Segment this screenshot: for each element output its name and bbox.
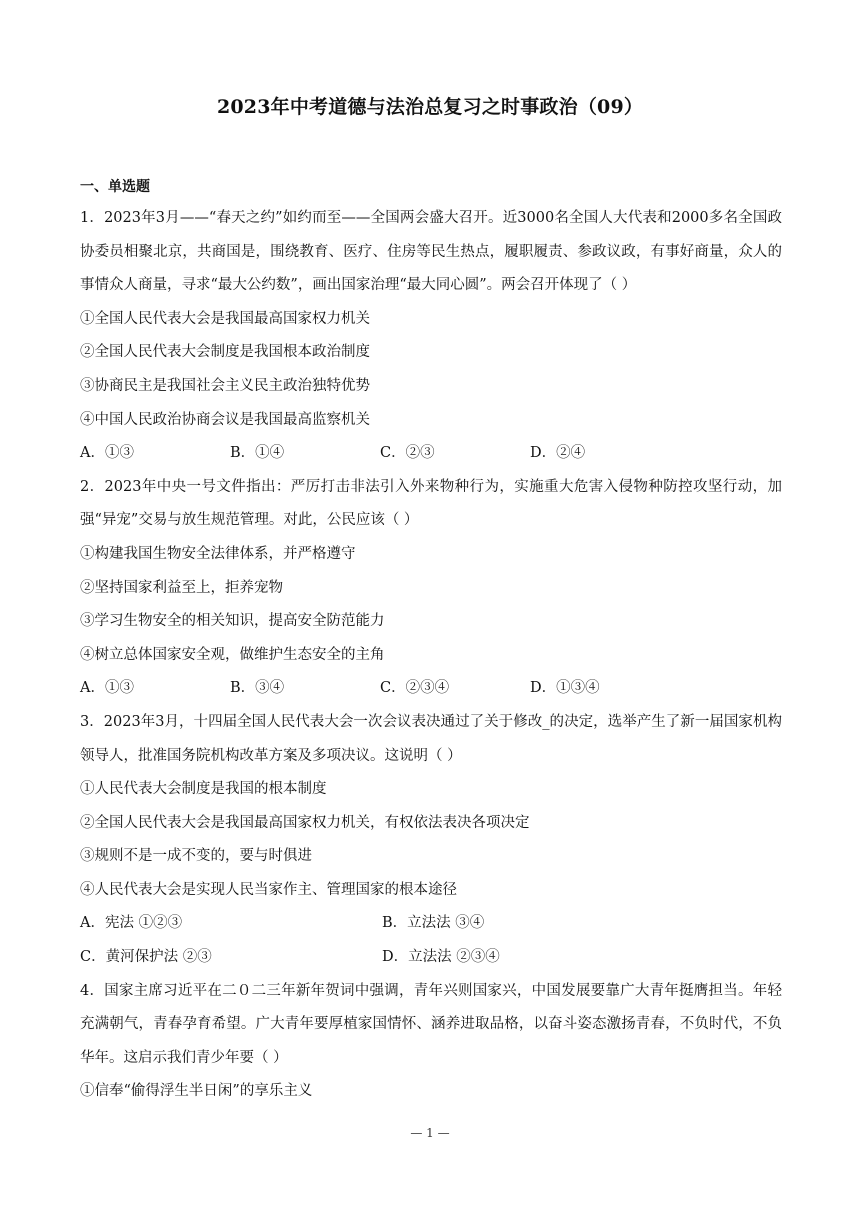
question-1-item: ③协商民主是我国社会主义民主政治独特优势 <box>80 377 370 394</box>
option-b[interactable]: B．立法法 ③④ <box>382 915 485 932</box>
option-d[interactable]: D．立法法 ②③④ <box>382 949 500 966</box>
question-1-item: ②全国人民代表大会制度是我国根本政治制度 <box>80 344 370 361</box>
question-4-item: ①信奉“偷得浮生半日闲”的享乐主义 <box>80 1083 313 1100</box>
option-c[interactable]: C．②③④ <box>380 680 450 697</box>
question-3-options-row-2 <box>80 941 782 975</box>
page-number: — 1 — <box>410 1126 450 1140</box>
question-2-item: ③学习生物安全的相关知识，提高安全防范能力 <box>80 613 385 630</box>
question-3-item: ④人民代表大会是实现人民当家作主、管理国家的根本途径 <box>80 881 457 898</box>
option-a[interactable]: A．宪法 ①②③ <box>80 915 183 932</box>
option-a[interactable]: A．①③ <box>80 445 134 462</box>
question-2-item: ②坚持国家利益至上，拒养宠物 <box>80 579 283 596</box>
question-2-item: ①构建我国生物安全法律体系，并严格遵守 <box>80 545 356 562</box>
question-list <box>80 202 782 1109</box>
document-title: 2023年中考道德与法治总复习之时事政治（09） <box>216 96 644 118</box>
question-1-options <box>80 437 782 471</box>
question-2-stem: 2．2023年中央一号文件指出：严厉打击非法引入外来物种行为，实施重大危害入侵物种防控攻坚行动，加强“异宠”交易与放生规范管理。对此，公民应该（ ） <box>80 478 782 529</box>
option-d[interactable]: D．①③④ <box>530 680 600 697</box>
question-3-item: ②全国人民代表大会是我国最高国家权力机关，有权依法表决各项决定 <box>80 814 530 831</box>
option-b[interactable]: B．①④ <box>230 445 285 462</box>
option-c[interactable]: C．②③ <box>380 445 435 462</box>
question-1-item: ④中国人民政治协商会议是我国最高监察机关 <box>80 411 370 428</box>
question-4-stem: 4．国家主席习近平在二０二三年新年贺词中强调，青年兴则国家兴，中国发展要靠广大青年挺膺担当。年轻充满朝气，青春孕育希望。广大青年要厚植家国情怀、涵养进取品格，以奋斗姿态激扬青春，不负时代，不负华年。这启示我们青少年要（ ） <box>80 982 782 1066</box>
section-heading: 一、单选题 <box>80 179 150 195</box>
option-d[interactable]: D．②④ <box>530 445 586 462</box>
question-1-item: ①全国人民代表大会是我国最高国家权力机关 <box>80 310 370 327</box>
question-3-item: ③规则不是一成不变的，要与时俱进 <box>80 848 312 865</box>
option-b[interactable]: B．③④ <box>230 680 285 697</box>
question-2-item: ④树立总体国家安全观，做维护生态安全的主角 <box>80 646 385 663</box>
question-3-options-row-1 <box>80 907 782 941</box>
option-c[interactable]: C．黄河保护法 ②③ <box>80 949 212 966</box>
question-2-options <box>80 672 782 706</box>
question-1-stem: 1．2023年3月——“春天之约”如约而至——全国两会盛大召开。近3000名全国人大代表和2000多名全国政协委员相聚北京，共商国是，围绕教育、医疗、住房等民生热点，履职履责、参政议政，有事好商量，众人的事情众人商量，寻求“最大公约数”，画出国家治理“最大同心圆”。两会召开体现了（ ） <box>80 210 782 294</box>
question-3-stem: 3．2023年3月，十四届全国人民代表大会一次会议表决通过了关于修改_的决定，选举产生了新一届国家机构领导人，批准国务院机构改革方案及多项决议。这说明（ ） <box>80 713 782 764</box>
question-3-item: ①人民代表大会制度是我国的根本制度 <box>80 781 327 798</box>
option-a[interactable]: A．①③ <box>80 680 134 697</box>
